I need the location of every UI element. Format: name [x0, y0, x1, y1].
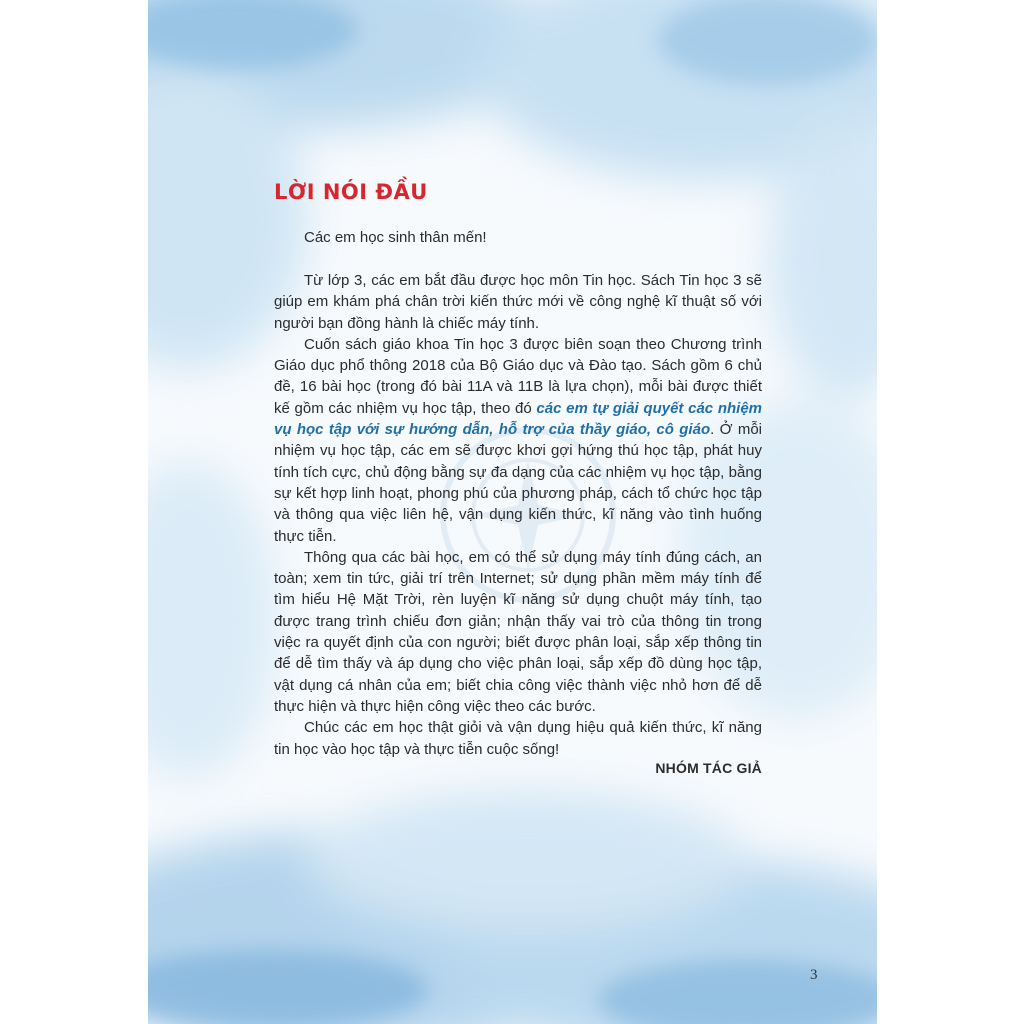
- greeting: Các em học sinh thân mến!: [304, 229, 487, 246]
- page-title: LỜI NÓI ĐẦU: [274, 180, 428, 204]
- page-number: 3: [810, 967, 818, 983]
- author-signature: NHÓM TÁC GIẢ: [655, 760, 762, 776]
- textbook-page: [148, 0, 877, 1024]
- paragraph-1: Từ lớp 3, các em bắt đầu được học môn Tin học. Sách Tin học 3 sẽ giúp em khám phá chân trời kiến thức mới về công nghệ kĩ thuật số với người bạn đồng hành là chiếc máy tính.: [274, 272, 762, 332]
- paragraph-3: Thông qua các bài học, em có thể sử dụng máy tính đúng cách, an toàn; xem tin tức, giải trí trên Internet; sử dụng phần mềm máy tính để tìm hiểu Hệ Mặt Trời, rèn luyện kĩ năng sử dụng chuột máy tính, tạo được trang trình chiếu đơn giản; nhận thấy vai trò của thông tin trong việc ra quyết định của con người; biết được phân loại, sắp xếp thông tin để dễ tìm thấy và áp dụng cho việc phân loại, sắp xếp đồ dùng học tập, vật dụng cá nhân của em; biết chia công việc thành việc nhỏ hơn để dễ thực hiện và thực hiện công việc theo các bước.: [274, 548, 762, 715]
- paragraph-2: [274, 334, 762, 547]
- preface-body: [274, 270, 762, 760]
- paragraph-4: Chúc các em học thật giỏi và vận dụng hiệu quả kiến thức, kĩ năng tin học vào học tập và thực tiễn cuộc sống!: [274, 719, 762, 758]
- paragraph-2-rest: . Ở mỗi nhiệm vụ học tập, các em sẽ được khơi gợi hứng thú học tập, phát huy tính tích cực, chủ động bằng sự đa dạng của các nhiệm vụ học tập, bằng sự kết hợp linh hoạt, phong phú của phương pháp, cách tổ chức học tập và thông qua việc liên hệ, vận dụng kiến thức, kĩ năng vào tình huống thực tiễn.: [274, 421, 762, 545]
- emphasized-phrase: các em tự giải quyết các nhiệm vụ học tập với sự hướng dẫn, hỗ trợ của thầy giáo, cô giáo: [274, 399, 762, 439]
- paragraph-2-intro: Cuốn sách giáo khoa Tin học 3 được biên soạn theo Chương trình Giáo dục phổ thông 2018 của Bộ Giáo dục và Đào tạo. Sách gồm 6 chủ đề, 16 bài học (trong đó bài 11A và 11B là lựa chọn), mỗi bài được thiết kế gồm các nhiệm vụ học tập, theo đó: [274, 335, 762, 417]
